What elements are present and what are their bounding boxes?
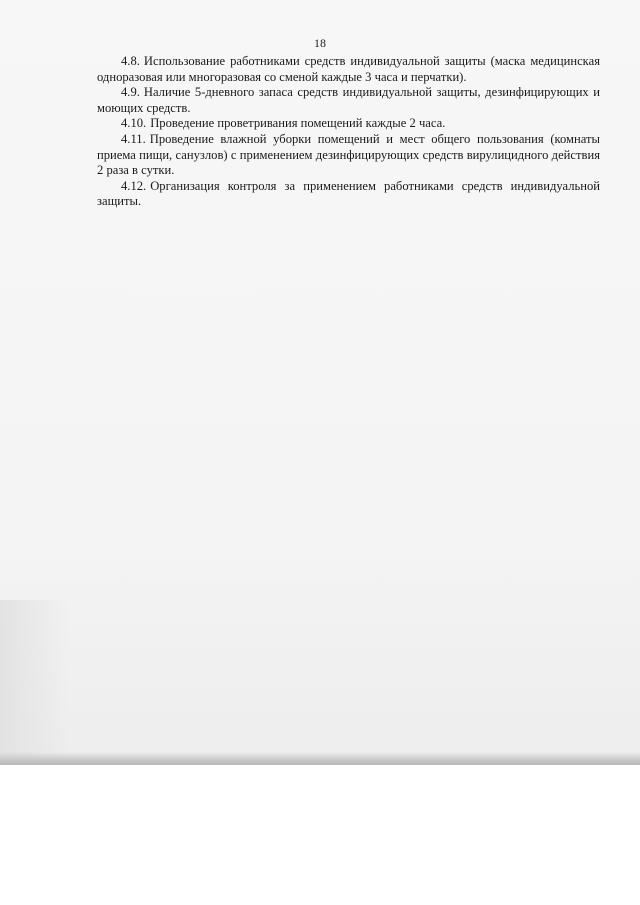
paragraph-number: 4.11. — [121, 131, 146, 146]
paragraph-text: Организация контроля за применением работниками средств индивидуальной защиты. — [97, 178, 600, 209]
paragraph-4-11 — [97, 132, 600, 179]
paragraph-4-10 — [97, 116, 600, 132]
document-body — [97, 54, 600, 210]
paragraph-text: Наличие 5-дневного запаса средств индивидуальной защиты, дезинфицирующих и моющих средств. — [97, 85, 600, 115]
paragraph-text: Использование работниками средств индивидуальной защиты (маска медицинская одноразовая или многоразовая со сменой каждые 3 часа и перчатки). — [97, 54, 600, 84]
paragraph-number: 4.12. — [121, 178, 147, 193]
paragraph-text: Проведение проветривания помещений каждые 2 часа. — [150, 116, 446, 131]
paragraph-4-8 — [97, 54, 600, 85]
paragraph-number: 4.10. — [121, 116, 147, 131]
scan-bottom-edge — [0, 752, 640, 765]
paragraph-number: 4.9. — [121, 85, 140, 100]
paragraph-text: Проведение влажной уборки помещений и мест общего пользования (комнаты приема пищи, санузлов) с применением дезинфицирующих средств вирулицидного действия 2 раза в сутки. — [97, 131, 600, 178]
paragraph-number: 4.8. — [121, 54, 140, 68]
scan-shading — [0, 600, 70, 765]
paragraph-4-12 — [97, 179, 600, 210]
page-number: 18 — [314, 36, 326, 50]
paragraph-4-9 — [97, 85, 600, 116]
